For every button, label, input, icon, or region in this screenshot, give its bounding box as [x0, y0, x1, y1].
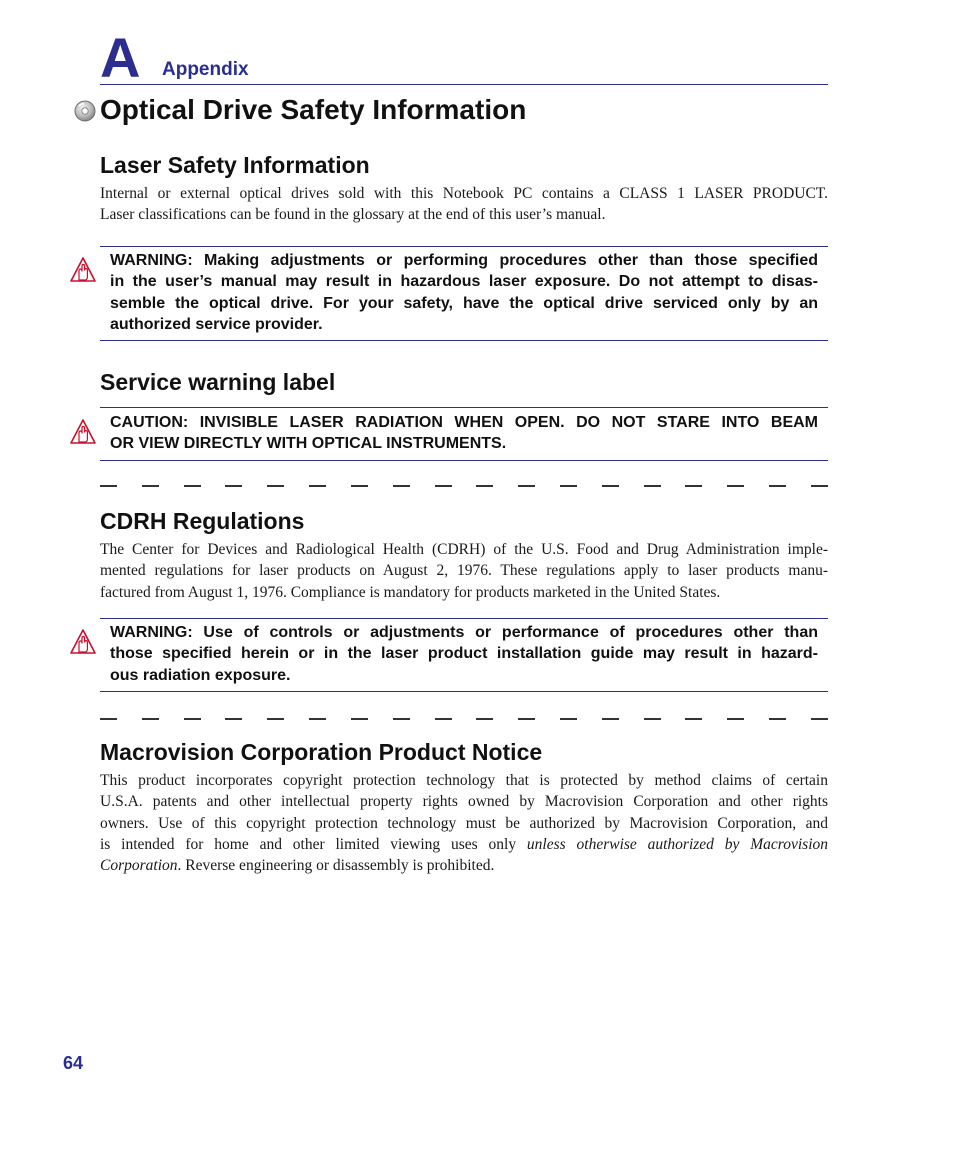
cdrh-body [100, 539, 828, 603]
body-text-italic: Corporation [100, 857, 178, 875]
dashed-divider [100, 485, 828, 487]
caution-line: OR VIEW DIRECTLY WITH OPTICAL INSTRUMENTS. [110, 435, 507, 453]
body-text-italic: unless otherwise authorized by Macrovision [526, 835, 829, 853]
caution-text [110, 412, 818, 455]
body-line: The Center for Devices and Radiological Health (CDRH) of the U.S. Food and Drug Administration imple- [100, 541, 828, 558]
body-line: Internal or external optical drives sold with this Notebook PC contains a CLASS 1 LASER PRODUCT. [100, 185, 828, 202]
cd-icon [74, 100, 96, 122]
body-line [100, 855, 828, 876]
warning-line: authorized service provider. [110, 315, 323, 333]
warning-line: ous radiation exposure. [110, 666, 291, 684]
body-line: Laser classifications can be found in the glossary at the end of this user’s manual. [100, 206, 606, 224]
macrovision-body [100, 770, 828, 876]
warning-hand-icon [69, 628, 97, 656]
warning-hand-icon [69, 418, 97, 446]
warning-line: those specified herein or in the laser product installation guide may result in hazard- [110, 645, 818, 663]
body-text-fragment: is intended for home and other limited viewing uses only [100, 835, 527, 853]
section-heading-macrovision: Macrovision Corporation Product Notice [100, 739, 543, 765]
chapter-label: Appendix [162, 59, 249, 80]
body-line [100, 834, 828, 855]
section-heading-laser-safety: Laser Safety Information [100, 152, 370, 178]
warning-line: WARNING: Making adjustments or performing procedures other than those specified [110, 252, 818, 269]
chapter-letter: A [100, 26, 141, 89]
warning-line: semble the optical drive. For your safety, have the optical drive serviced only by an [110, 294, 818, 312]
header-rule [100, 84, 828, 85]
caution-box [100, 407, 828, 461]
page-number: 64 [63, 1053, 84, 1073]
body-line: U.S.A. patents and other intellectual property rights owned by Macrovision Corporation and other rights [100, 793, 828, 811]
dashed-divider [100, 718, 828, 720]
section-heading-service-label: Service warning label [100, 369, 336, 395]
body-text-fragment: . Reverse engineering or disassembly is prohibited. [177, 857, 495, 875]
warning-text [110, 250, 818, 335]
laser-safety-body [100, 183, 828, 226]
body-line: factured from August 1, 1976. Compliance is mandatory for products marketed in the United States. [100, 583, 721, 601]
warning-line: in the user’s manual may result in hazardous laser exposure. Do not attempt to disas- [110, 273, 818, 291]
body-line: This product incorporates copyright protection technology that is protected by method claims of certain [100, 772, 828, 789]
warning-box [100, 246, 828, 341]
body-line: owners. Use of this copyright protection technology must be authorized by Macrovision Corporation, and [100, 814, 828, 832]
body-line: mented regulations for laser products on August 2, 1976. These regulations apply to laser products manu- [100, 562, 828, 580]
warning-hand-icon [69, 256, 97, 284]
caution-line: CAUTION: INVISIBLE LASER RADIATION WHEN OPEN. DO NOT STARE INTO BEAM [110, 414, 818, 431]
warning-text [110, 622, 818, 686]
warning-line: WARNING: Use of controls or adjustments or performance of procedures other than [110, 624, 818, 641]
page-title: Optical Drive Safety Information [100, 94, 527, 125]
section-heading-cdrh: CDRH Regulations [100, 508, 305, 534]
warning-box [100, 618, 828, 692]
